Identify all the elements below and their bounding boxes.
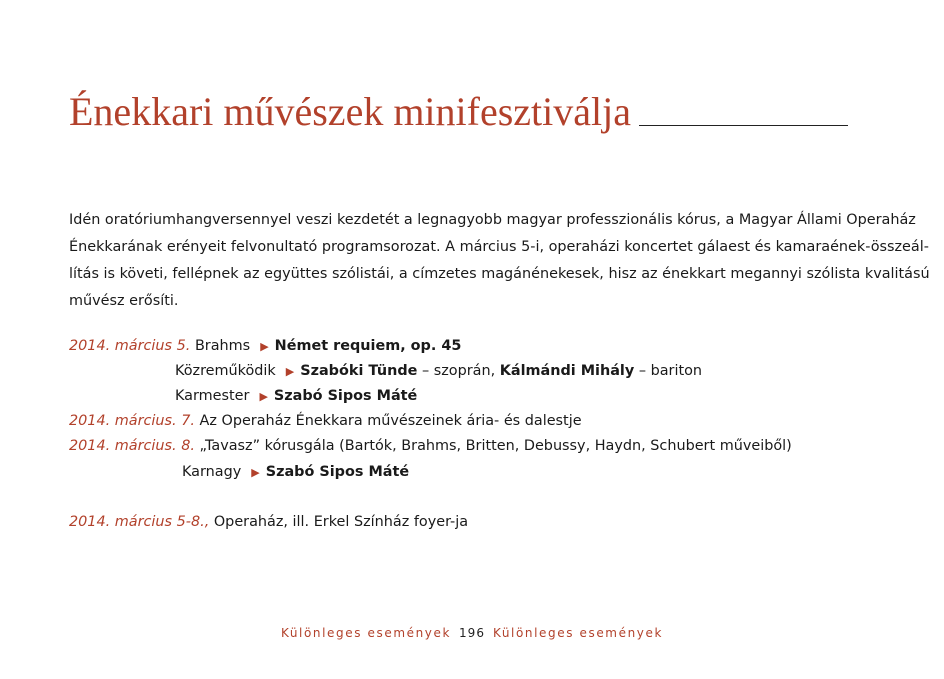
- intro-line: Énekkarának erényeit felvonultató programsorozat. A március 5-i, operaházi koncertet gálaest és kamaraének-összeál-: [69, 239, 929, 255]
- event-row: [69, 411, 582, 431]
- event-composer: Brahms: [194, 338, 251, 354]
- page-title: [69, 88, 848, 135]
- page-number: 196: [459, 626, 485, 640]
- intro-line: művész erősíti.: [69, 293, 179, 309]
- soloist-name: Kálmándi Mihály: [499, 363, 635, 379]
- event-date: 2014. március 5.: [69, 338, 191, 354]
- intro-paragraph: [69, 207, 930, 315]
- event-conductor-row: [182, 462, 409, 483]
- event-row: [69, 436, 792, 456]
- play-triangle-icon: ▶: [260, 340, 269, 353]
- event-row: [69, 512, 468, 532]
- conductor-label: Karmester: [175, 388, 250, 404]
- footer-section-right: Különleges események: [492, 626, 664, 640]
- intro-line: lítás is követi, fellépnek az együttes szólistái, a címzetes magánénekesek, hisz az énekkart megannyi szólista kvalitású: [69, 266, 930, 282]
- title-rule: [639, 125, 848, 126]
- intro-line: Idén oratóriumhangversennyel veszi kezdetét a legnagyobb magyar professzionális kórus, a Magyar Állami Operaház: [69, 212, 916, 228]
- event-venue: Operaház, ill. Erkel Színház foyer-ja: [213, 514, 469, 530]
- event-work: Német requiem, op. 45: [274, 338, 462, 354]
- footer-section-left: Különleges események: [280, 626, 452, 640]
- conductor-name: Szabó Sipos Máté: [273, 388, 418, 404]
- soloist-role: – szoprán,: [417, 363, 500, 379]
- event-conductor-row: [175, 386, 417, 407]
- collab-label: Közreműködik: [175, 363, 276, 379]
- event-row: [69, 336, 461, 357]
- event-date: 2014. március. 8.: [69, 438, 195, 454]
- event-date: 2014. március 5-8.,: [69, 514, 210, 530]
- soloist-name: Szabóki Tünde: [300, 363, 418, 379]
- page-title-text: Énekkari művészek minifesztiválja: [69, 89, 632, 134]
- play-triangle-icon: ▶: [285, 365, 295, 378]
- page-footer: [0, 626, 944, 640]
- conductor-label: Karnagy: [182, 464, 242, 480]
- play-triangle-icon: ▶: [259, 390, 268, 403]
- event-performers-row: [175, 361, 702, 382]
- event-text: „Tavasz” kórusgála (Bartók, Brahms, Britten, Debussy, Haydn, Schubert műveiből): [199, 438, 792, 454]
- soloist-role: – bariton: [634, 363, 703, 379]
- event-date: 2014. március. 7.: [69, 413, 195, 429]
- play-triangle-icon: ▶: [251, 466, 260, 479]
- event-text: Az Operaház Énekkara művészeinek ária- és dalestje: [199, 413, 582, 429]
- conductor-name: Szabó Sipos Máté: [265, 464, 410, 480]
